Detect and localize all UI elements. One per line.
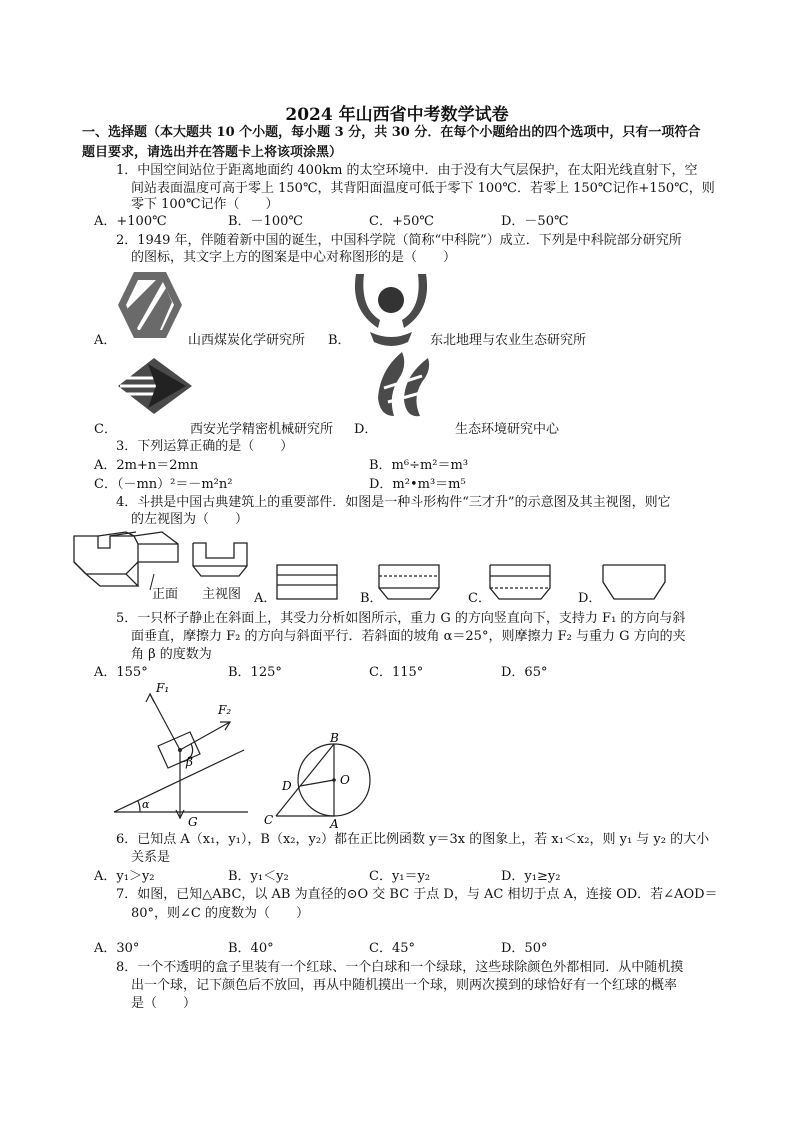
section-heading-line1: 一、选择题（本大题共 10 个小题，每小题 3 分，共 30 分．在每个小题给出的四个选项中，只有一项符合 xyxy=(82,125,701,140)
q2-name-b: 东北地理与农业生态研究所 xyxy=(430,333,587,348)
label-c: C xyxy=(264,813,274,827)
q2-line1: 2．1949 年，伴随着新中国的诞生，中国科学院（简称“中科院”）成立．下列是中科院部分研究所 xyxy=(116,233,682,248)
q4-option-d[interactable]: D． xyxy=(578,591,602,606)
q2-label-c[interactable]: C． xyxy=(94,422,117,437)
q1-line3: 零下 100℃记作（ ） xyxy=(131,197,279,212)
q5-option-a[interactable]: A．155° xyxy=(94,665,148,680)
q7-option-d[interactable]: D．50° xyxy=(501,941,548,956)
q7-option-c[interactable]: C．45° xyxy=(369,941,415,956)
q3-option-a[interactable]: A．2m+n＝2mn xyxy=(94,458,199,473)
circle-tangent-figure xyxy=(262,728,366,831)
q4-option-a-figure xyxy=(276,564,338,600)
q2-name-a: 山西煤炭化学研究所 xyxy=(188,333,306,348)
label-beta: β xyxy=(186,755,193,769)
label-d: D xyxy=(282,779,292,793)
page-title: 2024 年山西省中考数学试卷 xyxy=(285,105,509,125)
q4-option-b[interactable]: B． xyxy=(360,591,383,606)
q7-option-b[interactable]: B．40° xyxy=(228,941,274,956)
label-f1: F₁ xyxy=(156,681,170,695)
q6-option-d[interactable]: D．y₁≥y₂ xyxy=(501,869,561,884)
q2-line2: 的图标，其文字上方的图案是中心对称图形的是（ ） xyxy=(131,250,457,265)
logo-b-emblem-icon xyxy=(350,270,432,350)
q4-option-c-figure xyxy=(489,564,551,600)
q1-option-b[interactable]: B．－100℃ xyxy=(228,214,303,229)
label-b: B xyxy=(330,731,339,745)
q6-line1: 6．已知点 A（x₁，y₁），B（x₂，y₂）都在正比例函数 y＝3x 的图象上，若 x₁＜x₂，则 y₁ 与 y₂ 的大小 xyxy=(116,832,710,847)
q6-option-b[interactable]: B．y₁＜y₂ xyxy=(228,869,289,884)
q1-line1: 1．中国空间站位于距离地面约 400km 的太空环境中．由于没有大气层保护，在太阳光线直射下，空 xyxy=(116,163,698,178)
q4-line2: 的左视图为（ ） xyxy=(131,512,249,527)
q3-line1: 3．下列运算正确的是（ ） xyxy=(116,439,294,454)
q8-line1: 8．一个不透明的盒子里装有一个红球、一个白球和一个绿球，这些球除颜色外都相同．从中随机摸 xyxy=(116,960,684,975)
q7-line2: 80°，则∠C 的度数为（ ） xyxy=(131,906,310,921)
q4-option-d-figure xyxy=(602,564,666,600)
label-alpha: α xyxy=(142,798,150,811)
q8-line3: 是（ ） xyxy=(131,996,197,1011)
q1-option-a[interactable]: A．+100℃ xyxy=(94,214,167,229)
q5-option-b[interactable]: B．125° xyxy=(228,665,282,680)
q1-option-d[interactable]: D．－50℃ xyxy=(501,214,569,229)
q8-line2: 出一个球，记下颜色后不放回，再从中随机摸出一个球，则两次摸到的球恰好有一个红球的概率 xyxy=(131,978,678,993)
q5-line1: 5．一只杯子静止在斜面上，其受力分析如图所示，重力 G 的方向竖直向下，支持力 F₁ 的方向与斜 xyxy=(116,611,686,626)
q1-line2: 间站表面温度可高于零上 150℃，其背阳面温度可低于零下 100℃．若零上 150℃记作+150℃，则 xyxy=(131,181,715,196)
q7-line1: 7．如图，已知△ABC，以 AB 为直径的⊙O 交 BC 于点 D，与 AC 相切于点 A，连接 OD．若∠AOD＝ xyxy=(116,887,718,902)
dougong-3d-figure xyxy=(72,530,184,592)
q2-name-c: 西安光学精密机械研究所 xyxy=(190,422,334,437)
q3-option-d[interactable]: D．m²•m³＝m⁵ xyxy=(369,477,466,492)
q7-option-a[interactable]: A．30° xyxy=(94,941,140,956)
q2-name-d: 生态环境研究中心 xyxy=(455,422,560,437)
q6-option-a[interactable]: A．y₁＞y₂ xyxy=(94,869,155,884)
dougong-main-view xyxy=(192,542,248,578)
q2-label-a[interactable]: A． xyxy=(94,333,117,348)
q2-label-d[interactable]: D． xyxy=(354,422,378,437)
q4-option-b-figure xyxy=(378,564,440,600)
q5-option-d[interactable]: D．65° xyxy=(501,665,548,680)
q4-option-c[interactable]: C． xyxy=(468,591,491,606)
q5-option-c[interactable]: C．115° xyxy=(369,665,424,680)
section-heading-line2: 题目要求，请选出并在答题卡上将该项涂黑） xyxy=(82,145,343,160)
label-o: O xyxy=(340,773,350,787)
label-g: G xyxy=(188,815,198,829)
q6-option-c[interactable]: C．y₁＝y₂ xyxy=(369,869,431,884)
label-f2: F₂ xyxy=(218,703,232,717)
q5-line2: 面垂直，摩擦力 F₂ 的方向与斜面平行．若斜面的坡角 α＝25°，则摩擦力 F₂ 与重力 G 方向的夹 xyxy=(131,629,686,644)
q6-line2: 关系是 xyxy=(131,850,171,865)
label-a: A xyxy=(330,817,339,831)
logo-d-leaves-icon xyxy=(374,348,446,420)
q4-line1: 4．斗拱是中国古典建筑上的重要部件．如图是一种斗形构件“三才升”的示意图及其主视图，则它 xyxy=(116,495,671,510)
q3-option-c[interactable]: C．（－mn）²＝－m²n² xyxy=(94,477,233,492)
incline-force-diagram xyxy=(112,680,252,830)
q1-option-c[interactable]: C．+50℃ xyxy=(369,214,434,229)
q2-label-b[interactable]: B． xyxy=(328,333,351,348)
logo-a-hexagon-icon xyxy=(116,270,184,340)
q4-main-view-label: 主视图 xyxy=(202,587,242,602)
q4-front-label: 正面 xyxy=(152,587,179,602)
logo-c-diamond-icon xyxy=(116,356,194,416)
q4-option-a[interactable]: A． xyxy=(254,591,277,606)
q5-line3: 角 β 的度数为 xyxy=(131,647,212,662)
q3-option-b[interactable]: B．m⁶÷m²＝m³ xyxy=(369,458,469,473)
